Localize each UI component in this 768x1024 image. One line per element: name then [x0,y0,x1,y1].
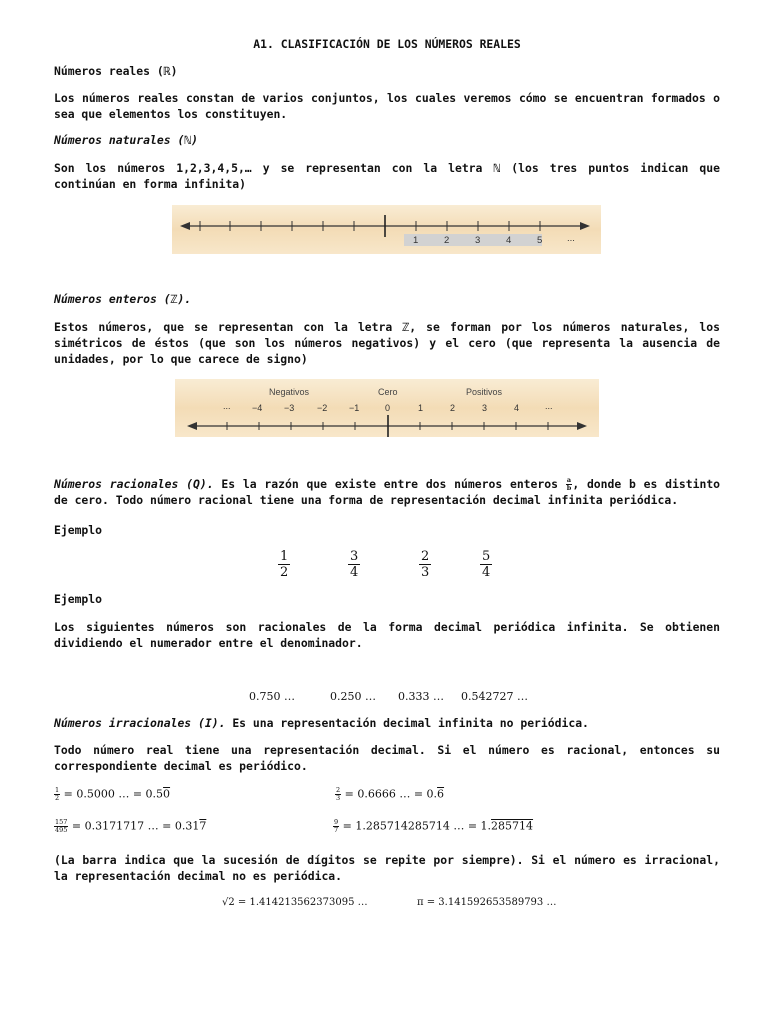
eq2-repeat: 6 [437,787,445,801]
text-racionales-2: Los siguientes números son racionales de la forma decimal periódica infinita. Se obtienen dividiendo el numerador entre el denominador. [54,620,720,650]
label-5: 5 [537,235,543,246]
decimal-3: 0.333 … [398,690,444,703]
eq1-value: = 0.5000 … = 0.5 [63,787,164,801]
label-1: 1 [418,403,424,413]
eq1-den: 2 [55,794,60,802]
text-reales: Los números reales constan de varios conjuntos, los cuales veremos cómo se encuentran formados o sea que elementos los constituyen. [54,91,720,121]
eq3-num: 157 [55,818,68,826]
ejemplo-1: Ejemplo [54,523,103,537]
label-2: 2 [450,403,456,413]
fraction-2-den: 4 [350,565,359,580]
fraction-2-num: 3 [350,549,359,564]
label-ellipsis: ... [567,233,575,244]
equation-2 [335,787,444,802]
label-ellipsis-left: ... [223,401,231,411]
pi-expansion: π = 3.141592653589793 … [417,897,557,908]
fraction-3-num: 2 [421,549,430,564]
eq2-den: 3 [336,794,341,802]
label-minus-1: −1 [349,403,360,413]
arrow-right-icon [580,222,590,230]
eq3-repeat: 7 [199,819,207,833]
heading-racionales: Números racionales (Q). [54,477,214,491]
label-1: 1 [413,235,419,246]
label-0: 0 [385,403,391,413]
fraction-2 [348,549,360,580]
label-minus-4: −4 [252,403,263,413]
decimal-4: 0.542727 … [461,690,528,703]
equation-1 [54,787,170,802]
eq4-den: 7 [334,826,339,834]
eq4-num: 9 [334,818,339,826]
fraction-4-num: 5 [482,549,491,564]
ejemplo-2: Ejemplo [54,592,103,606]
label-3: 3 [475,235,481,246]
arrow-right-icon [577,422,587,430]
sqrt2-expansion: √2 = 1.414213562373095 … [222,897,368,908]
label-2: 2 [444,235,450,246]
fraction-3 [419,549,431,580]
eq3-value: = 0.3171717 … = 0.31 [71,819,200,833]
label-ellipsis-right: ... [545,401,553,411]
label-negativos: Negativos [269,387,310,397]
text-irracionales [54,715,720,731]
fraction-b: b [566,484,572,492]
text-naturales: Son los números 1,2,3,4,5,… y se representan con la letra ℕ (los tres puntos indican que continúan en forma infinita) [54,161,720,191]
label-minus-3: −3 [284,403,295,413]
fraction-3-den: 3 [421,565,430,580]
number-line-naturales [172,205,601,254]
eq2-value: = 0.6666 … = 0. [344,787,438,801]
label-cero: Cero [378,387,398,397]
eq1-num: 1 [55,786,60,794]
arrow-left-icon [187,422,197,430]
heading-irracionales: Números irracionales (I). [54,716,226,730]
text-enteros: Estos números, que se representan con la letra ℤ, se forman por los números naturales, los simétricos de éstos (que son los números negativos) y el cero (que representa la ausencia de unidades, por lo que carece de signo) [54,320,720,366]
equation-3 [54,819,206,834]
eq3-den: 495 [55,826,68,834]
eq1-repeat: 0 [163,787,171,801]
fraction-1-den: 2 [280,565,289,580]
text-racionales [54,476,720,508]
number-line-enteros-svg [175,379,599,437]
equation-4 [333,819,533,834]
racionales-text-before: Es la razón que existe entre dos números enteros [221,477,558,491]
heading-enteros: Números enteros (ℤ). [54,292,192,306]
naturales-labels [172,235,601,247]
label-3: 3 [482,403,488,413]
decimal-2: 0.250 … [330,690,376,703]
label-minus-2: −2 [317,403,328,413]
text-irracionales-3: (La barra indica que la sucesión de dígitos se repite por siempre). Si el número es irracional, la representación decimal no es periódica. [54,853,720,883]
page-title: A1. CLASIFICACIÓN DE LOS NÚMEROS REALES [253,37,521,51]
fraction-4-den: 4 [482,565,491,580]
eq2-num: 2 [336,786,341,794]
label-4: 4 [506,235,512,246]
eq4-repeat: 285714 [491,819,534,833]
number-line-enteros [175,379,599,437]
fraction-1-num: 1 [280,549,289,564]
label-4: 4 [514,403,520,413]
heading-naturales: Números naturales (ℕ) [54,133,199,147]
label-positivos: Positivos [466,387,503,397]
irracionales-text: Es una representación decimal infinita no periódica. [232,716,589,730]
text-irracionales-2: Todo número real tiene una representación decimal. Si el número es racional, entonces su correspondiente decimal es periódico. [54,743,720,773]
heading-reales: Números reales (ℝ) [54,64,178,78]
fraction-4 [480,549,492,580]
eq4-value: = 1.285714285714 … = 1. [342,819,492,833]
fraction-a: a [566,476,572,484]
decimal-1: 0.750 … [249,690,295,703]
fraction-1 [278,549,290,580]
arrow-left-icon [180,222,190,230]
racionales-text-after: , donde b es distinto de cero. Todo número racional tiene una forma de representación decimal infinita periódica. [54,477,721,507]
